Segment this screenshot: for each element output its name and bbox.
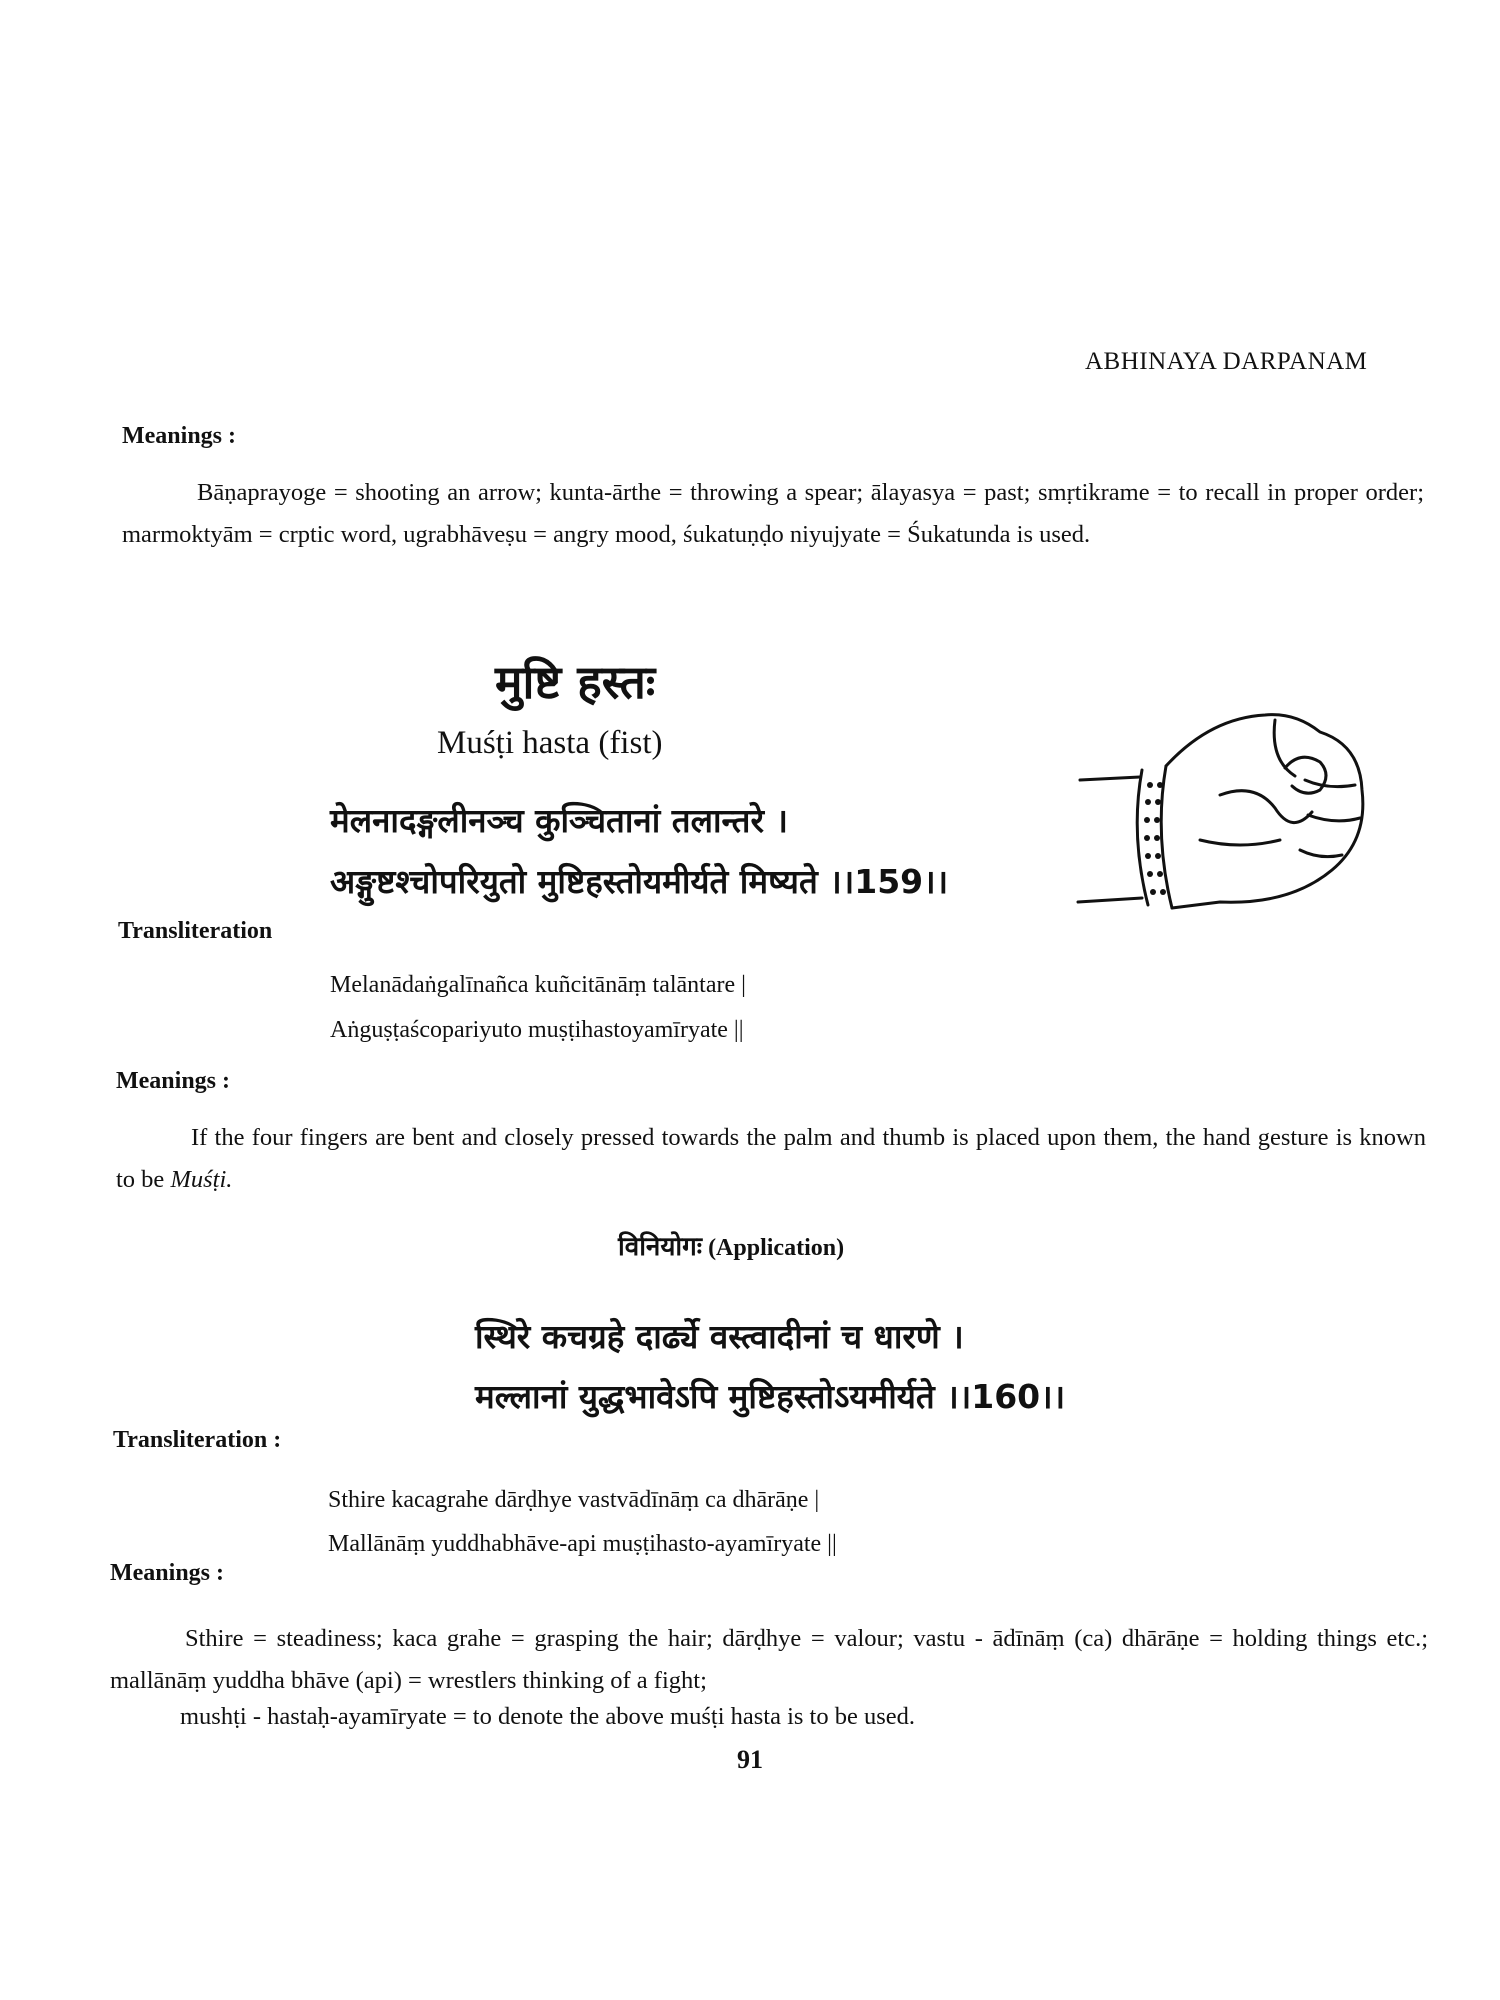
transliteration-label-1: Transliteration — [118, 918, 273, 944]
verse-159-line1: मेलनादङ्गलीनञ्च कुञ्चितानां तलान्तरे । — [330, 801, 788, 840]
verse-160-line2: मल्लानां युद्धभावेऽपि मुष्टिहस्तोऽयमीर्यते ।।160।। — [475, 1377, 1066, 1416]
page-number: 91 — [737, 1745, 763, 1774]
meanings-label-1: Meanings : — [122, 423, 236, 449]
application-heading — [618, 1227, 844, 1263]
verse-159-line2: अङ्गुष्टश्चोपरियुतो मुष्टिहस्तोयमीर्यते मिष्यते ।।159।। — [330, 862, 949, 901]
verse-160-line1: स्थिरे कचग्रहे दार्ढ्ये वस्त्वादीनां च धारणे । — [475, 1317, 964, 1356]
meanings-text-1: Bāṇaprayoge = shooting an arrow; kunta-ārthe = throwing a spear; ālayasya = past; smṛtikrame = to recall in proper order; marmoktyām = crptic word, ugrabhāveṣu = angry mood, śukatuṇḍo niyujyate = Śukatunda is used. — [122, 479, 1424, 548]
musti-title-english: Muśṭi hasta (fist) — [437, 725, 663, 761]
transliteration-label-2: Transliteration : — [113, 1427, 282, 1453]
translit-160-line2: Mallānāṃ yuddhabhāve-api muṣṭihasto-ayamīryate || — [328, 1531, 837, 1557]
musti-title-devanagari: मुष्टि हस्तः — [495, 655, 656, 709]
translit-159-line1: Melanādaṅgalīnañca kuñcitānāṃ talāntare | — [330, 972, 746, 998]
meanings-text-3-last: mushṭi - hastaḥ-ayamīryate = to denote the above muśṭi hasta is to be used. — [180, 1703, 916, 1730]
meanings-label-2: Meanings : — [116, 1068, 230, 1094]
application-heading-english: (Application) — [708, 1235, 845, 1261]
musti-term: Muśṭi. — [170, 1166, 233, 1193]
meanings-text-3: Sthire = steadiness; kaca grahe = grasping the hair; dārḍhye = valour; vastu - ādīnāṃ (ca) dhārāṇe = holding things etc.; mallānāṃ yuddha bhāve (api) = wrestlers thinking of a fight; — [110, 1625, 1428, 1694]
fist-hand-illustration — [1070, 690, 1370, 930]
translit-160-line1: Sthire kacagrahe dārḍhye vastvādīnāṃ ca dhārāṇe | — [328, 1487, 820, 1513]
meanings-text-2-prefix: If the four fingers are bent and closely pressed towards the palm and thumb is placed upon them, the hand gesture is known to be — [116, 1124, 1426, 1193]
translit-159-line2: Aṅguṣṭaścopariyuto muṣṭihastoyamīryate || — [330, 1017, 744, 1043]
meanings-text-2 — [116, 1117, 1426, 1201]
running-head: ABHINAYA DARPANAM — [1085, 348, 1368, 375]
application-heading-devanagari: विनियोगः — [618, 1232, 703, 1262]
meanings-label-3: Meanings : — [110, 1560, 224, 1586]
